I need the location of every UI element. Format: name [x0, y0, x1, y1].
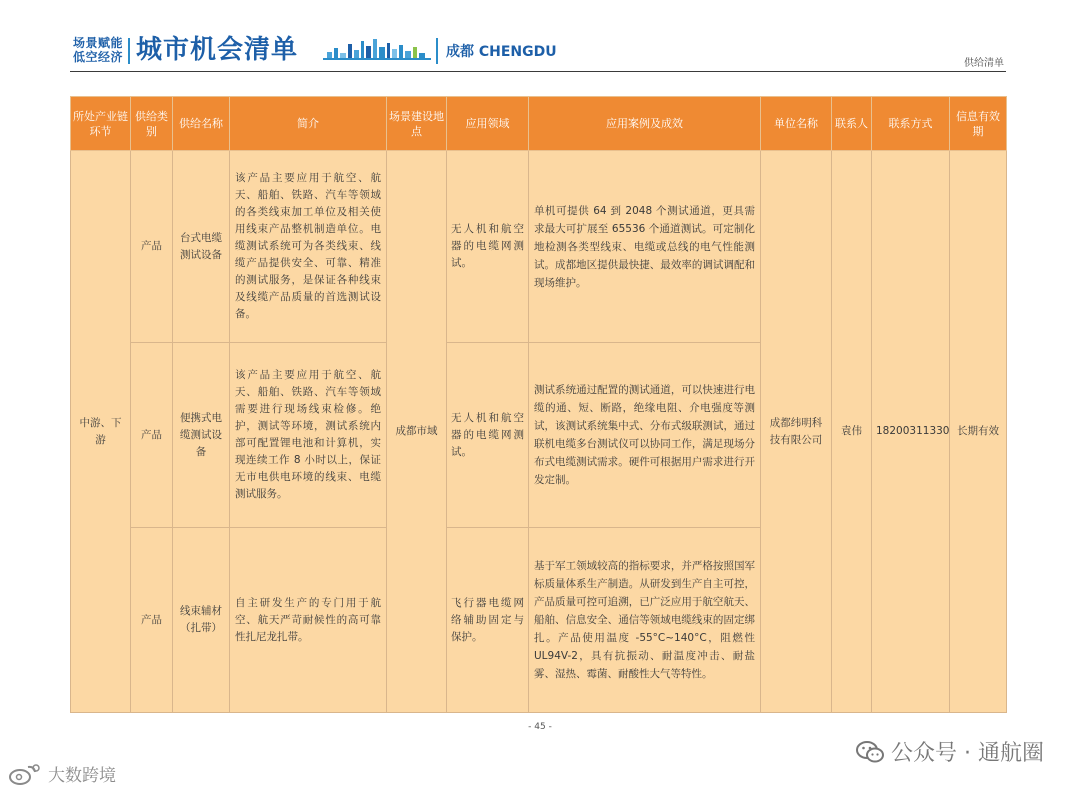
validity-cell: 长期有效	[950, 151, 1007, 713]
intro-cell: 该产品主要应用于航空、航天、船舶、铁路、汽车等领域需要进行现场线束检修。绝护，测试等环境，测试系统内部可配置锂电池和计算机，实现连续工作 8 小时以上，保证无市电供电环境的线束、电缆测试服务。	[230, 343, 387, 528]
watermark-right-text: 公众号 · 通航圈	[891, 741, 1044, 766]
section-label: 供给清单	[964, 58, 1004, 69]
name-cell: 台式电缆测试设备	[173, 151, 230, 343]
cases-cell: 基于军工领域较高的指标要求，并严格按照国军标质量体系生产制造。从研发到生产自主可控，产品质量可控可追溯，已广泛应用于航空航天、船舶、信息安全、通信等领域电缆线束的固定绑扎。产品使用温度 -55°C~140°C，阻燃性 UL94V-2，具有抗振动、耐温度冲击、耐盐雾、湿热、霉菌、耐酸性大气等特性。	[529, 528, 761, 713]
org-cell: 成都纬明科技有限公司	[761, 151, 832, 713]
col-org: 单位名称	[761, 97, 832, 151]
category-cell: 产品	[131, 151, 173, 343]
brand-slogan	[73, 36, 123, 64]
col-cases: 应用案例及成效	[529, 97, 761, 151]
domain-cell: 无人机和航空器的电缆网测试。	[447, 151, 529, 343]
page-number: - 45 -	[528, 722, 552, 732]
domain-cell: 无人机和航空器的电缆网测试。	[447, 343, 529, 528]
site-cell: 成都市域	[387, 151, 447, 713]
brand-line-2: 低空经济	[73, 50, 124, 64]
col-chain: 所处产业链环节	[71, 97, 131, 151]
city-name: 成都 CHENGDU	[446, 44, 557, 60]
domain-cell: 飞行器电缆网络辅助固定与保护。	[447, 528, 529, 713]
table-row	[71, 151, 1007, 343]
category-cell: 产品	[131, 528, 173, 713]
weibo-icon	[8, 762, 44, 786]
phone-cell: 18200311330	[872, 151, 950, 713]
skyline-icon	[323, 38, 431, 62]
header-divider-2	[436, 38, 438, 64]
col-domain: 应用领域	[447, 97, 529, 151]
col-intro: 简介	[230, 97, 387, 151]
intro-cell: 该产品主要应用于航空、航天、船舶、铁路、汽车等领域的各类线束加工单位及相关使用线束产品整机制造单位。电缆测试系统可为各类线束、线缆产品提供安全、可靠、精准的测试服务，是保证各种线束及线缆产品质量的首选测试设备。	[230, 151, 387, 343]
watermark-wechat	[855, 736, 1044, 767]
col-site: 场景建设地点	[387, 97, 447, 151]
header-divider	[128, 38, 130, 64]
cases-cell: 单机可提供 64 到 2048 个测试通道，更具需求最大可扩展至 65536 个通道测试。可定制化地检测各类型线束、电缆或总线的电气性能测试。成都地区提供最快捷、最效率的调试调配和现场维护。	[529, 151, 761, 343]
brand-line-1: 场景赋能	[73, 36, 124, 50]
name-cell: 便携式电缆测试设备	[173, 343, 230, 528]
page-header	[70, 32, 1006, 72]
name-cell: 线束辅材（扎带）	[173, 528, 230, 713]
watermark-weibo	[8, 761, 116, 786]
table-header-row	[71, 97, 1007, 151]
cases-cell: 测试系统通过配置的测试通道，可以快速进行电缆的通、短、断路，绝缘电阻、介电强度等测试，该测试系统集中式、分布式级联测试，通过联机电缆多台测试仪可以协同工作，满足现场分布式电缆测试需求。硬件可根据用户需求进行开发定制。	[529, 343, 761, 528]
intro-cell: 自主研发生产的专门用于航空、航天严苛耐候性的高可靠性扎尼龙扎带。	[230, 528, 387, 713]
col-name: 供给名称	[173, 97, 230, 151]
supply-table	[70, 96, 1007, 713]
contact-cell: 袁伟	[832, 151, 872, 713]
chain-cell: 中游、下游	[71, 151, 131, 713]
col-phone: 联系方式	[872, 97, 950, 151]
wechat-icon	[855, 739, 885, 765]
category-cell: 产品	[131, 343, 173, 528]
col-category: 供给类别	[131, 97, 173, 151]
col-contact: 联系人	[832, 97, 872, 151]
watermark-left-text: 大数跨境	[48, 766, 116, 786]
report-title: 城市机会清单	[136, 35, 299, 65]
col-validity: 信息有效期	[950, 97, 1007, 151]
